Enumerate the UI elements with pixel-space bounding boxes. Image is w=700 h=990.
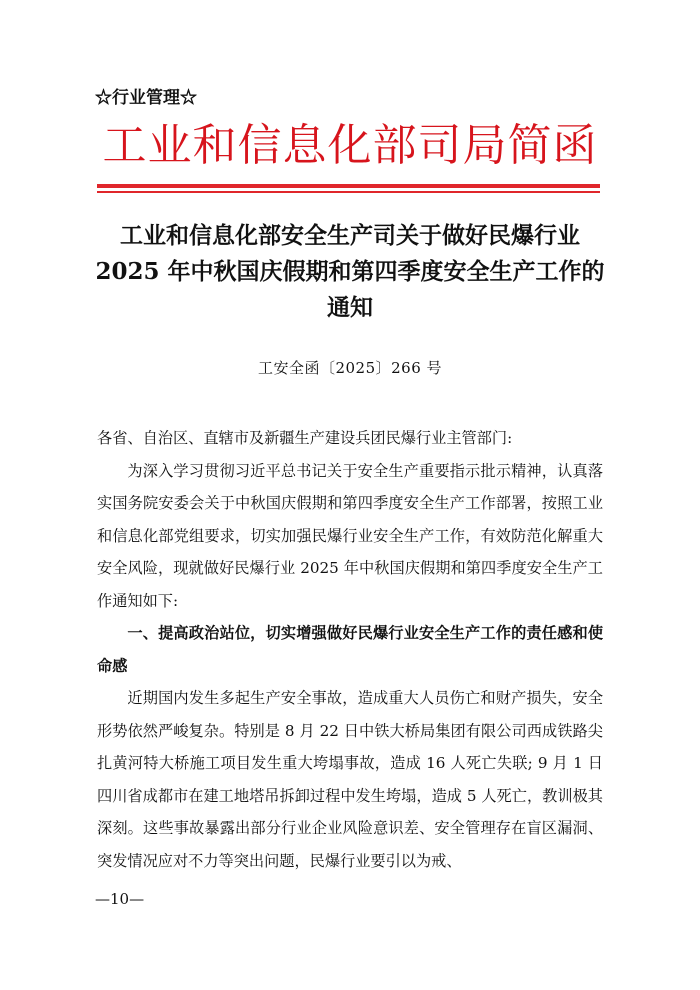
document-body [97, 422, 603, 877]
document-number: 工安全函〔2025〕266 号 [257, 359, 443, 377]
category-label: ☆行业管理☆ [95, 88, 197, 108]
document-title-line-3: 通知 [327, 294, 373, 321]
section-heading-1: 一、提高政治站位，切实增强做好民爆行业安全生产工作的责任感和使命感 [97, 624, 603, 675]
paragraph-section-1: 近期国内发生多起生产安全事故，造成重大人员伤亡和财产损失，安全形势依然严峻复杂。特别是 8 月 22 日中铁大桥局集团有限公司西成铁路尖扎黄河特大桥施工项目发生重大垮塌事故，造成 16 人死亡失联; 9 月 1 日四川省成都市在建工地塔吊拆卸过程中发生垮塌，造成 5 人死亡，教训极其深刻。这些事故暴露出部分行业企业风险意识差、安全管理存在盲区漏洞、突发情况应对不力等突出问题，民爆行业要引以为戒、 [97, 689, 603, 870]
page-number: —10— [95, 890, 145, 908]
document-title-line-2: 2025 年中秋国庆假期和第四季度安全生产工作的 [95, 258, 605, 285]
document-title [90, 218, 610, 326]
masthead-rule-thick [97, 184, 600, 188]
masthead-title: 工业和信息化部司局简函 [102, 120, 598, 171]
document-title-line-1: 工业和信息化部安全生产司关于做好民爆行业 [120, 222, 580, 249]
paragraph-intro: 为深入学习贯彻习近平总书记关于安全生产重要指示批示精神，认真落实国务院安委会关于中秋国庆假期和第四季度安全生产工作部署，按照工业和信息化部党组要求，切实加强民爆行业安全生产工作，有效防范化解重大安全风险，现就做好民爆行业 2025 年中秋国庆假期和第四季度安全生产工作通知如下: [97, 461, 603, 610]
masthead-rule-thin [97, 191, 600, 193]
salutation: 各省、自治区、直辖市及新疆生产建设兵团民爆行业主管部门: [97, 429, 513, 447]
